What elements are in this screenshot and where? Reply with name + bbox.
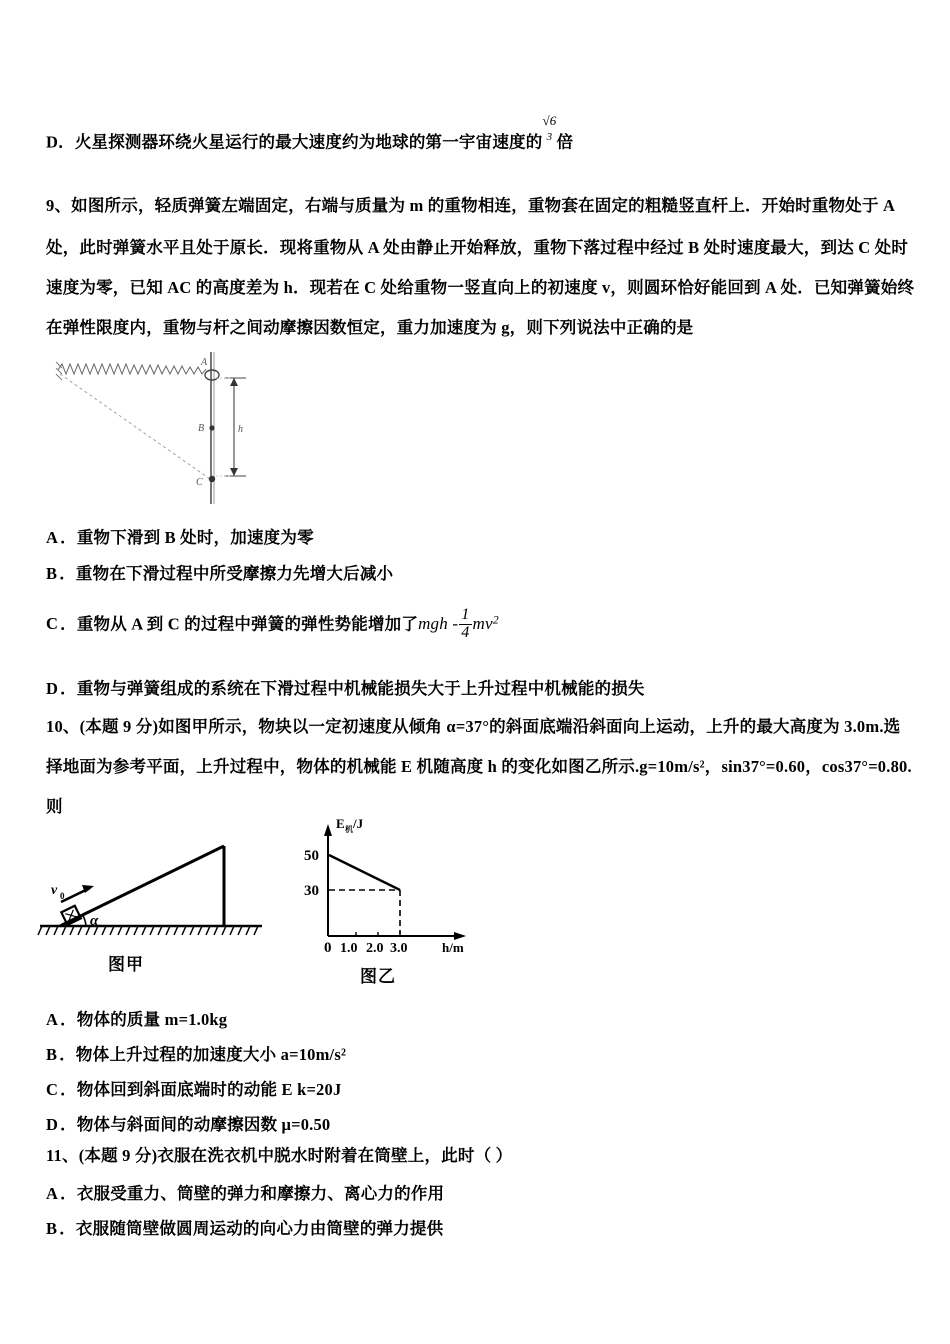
question9-option-c: C ．重物从 A 到 C 的过程中弹簧的弹性势能增加了mgh - $\frac{1}{4}$ $mv^2$ xyxy=(46,606,499,641)
formula-exponent: 2 xyxy=(492,613,499,628)
formula-prefix: mgh - xyxy=(418,614,459,634)
svg-text:E: E xyxy=(336,816,345,831)
svg-text:0: 0 xyxy=(60,891,65,901)
question10-stem-line2: 择地面为参考平面，上升过程中，物体的机械能 E 机随高度 h 的变化如图乙所示.g=10m/s²，sin37°=0.60，cos37°=0.80. xyxy=(46,757,912,776)
question9-option-d-label: D xyxy=(46,679,59,698)
prev-option-d-text: 火星探测器环绕火星运行的最大速度约为地球的第一宇宙速度的 xyxy=(74,132,543,152)
svg-text:C: C xyxy=(196,477,203,488)
question10-option-a: A ．物体的质量 m=1.0kg xyxy=(46,1010,228,1029)
svg-text:h: h xyxy=(238,424,243,435)
fraction-denominator: 3 xyxy=(546,131,553,143)
question9-option-a: A ．重物下滑到 B 处时，加速度为零 xyxy=(46,528,314,547)
question9-option-b: B ．重物在下滑过程中所受摩擦力先增大后减小 xyxy=(46,564,394,583)
sqrt6-over-3-fraction xyxy=(542,113,557,143)
question9-stem-line3: 速度为零，已知 AC 的高度差为 h．现若在 C 处给重物一竖直向上的初速度 v，则圆环恰好能回到 A 处．已知弹簧始终 xyxy=(46,278,915,297)
formula-numerator: 1 xyxy=(461,606,470,623)
question10-option-c-text: 物体回到斜面底端时的动能 E k=20J xyxy=(76,1080,342,1099)
elastic-potential-energy-formula xyxy=(418,606,499,641)
prev-option-d-dot: ． xyxy=(58,132,75,152)
question11-option-a-text: 衣服受重力、筒壁的弹力和摩擦力、离心力的作用 xyxy=(76,1184,445,1203)
svg-text:0: 0 xyxy=(324,940,332,956)
svg-text:3.0: 3.0 xyxy=(390,941,408,956)
svg-text:v: v xyxy=(51,883,58,898)
question11-option-a: A ．衣服受重力、筒壁的弹力和摩擦力、离心力的作用 xyxy=(46,1184,445,1203)
question9-option-a-label: A xyxy=(46,528,59,547)
svg-text:1.0: 1.0 xyxy=(340,941,358,956)
question9-option-d-text: 重物与弹簧组成的系统在下滑过程中机械能损失大于上升过程中机械能的损失 xyxy=(76,679,645,698)
formula-denominator: 4 xyxy=(461,623,470,641)
question10-option-b-label: B xyxy=(46,1045,58,1064)
question9-option-c-label: C xyxy=(46,614,59,634)
question9-option-d: D ．重物与弹簧组成的系统在下滑过程中机械能损失大于上升过程中机械能的损失 xyxy=(46,679,645,698)
question10-stem-line3: 则 xyxy=(46,797,63,816)
fraction-numerator: √6 xyxy=(542,113,557,128)
one-fourth-fraction xyxy=(459,607,471,642)
question10-option-b: B ．物体上升过程的加速度大小 a=10m/s² xyxy=(46,1045,347,1064)
question9-stem-line4: 在弹性限度内，重物与杆之间动摩擦因数恒定，重力加速度为 g，则下列说法中正确的是 xyxy=(46,318,694,337)
svg-text:2.0: 2.0 xyxy=(366,941,384,956)
prev-option-d-label: D xyxy=(46,132,59,152)
spring-rod-diagram xyxy=(38,348,288,508)
question11-option-a-label: A xyxy=(46,1184,59,1203)
question10-option-d-label: D xyxy=(46,1115,59,1134)
question11-option-b: B ．衣服随筒壁做圆周运动的向心力由筒壁的弹力提供 xyxy=(46,1219,444,1238)
svg-text:/J: /J xyxy=(353,816,364,831)
svg-text:α: α xyxy=(90,913,99,929)
figure-yi-caption: 图乙 xyxy=(360,967,396,987)
prev-option-d-suffix: 倍 xyxy=(556,132,574,152)
svg-text:50: 50 xyxy=(304,848,319,864)
svg-text:A: A xyxy=(201,357,208,368)
question11-stem: 11、(本题 9 分)衣服在洗衣机中脱水时附着在筒壁上，此时（ ） xyxy=(46,1146,513,1165)
question9-stem-line1: 9、如图所示，轻质弹簧左端固定，右端与质量为 m 的重物相连，重物套在固定的粗糙竖直杆上．开始时重物处于 A xyxy=(46,196,896,215)
question9-option-b-label: B xyxy=(46,564,58,583)
svg-text:30: 30 xyxy=(304,883,319,899)
question10-stem-line1: 10、(本题 9 分)如图甲所示，物块以一定初速度从倾角 α=37°的斜面底端沿斜面向上运动，上升的最大高度为 3.0m.选 xyxy=(46,717,901,736)
question10-option-d: D ．物体与斜面间的动摩擦因数 μ=0.50 xyxy=(46,1115,331,1134)
question10-option-c-label: C xyxy=(46,1080,59,1099)
formula-suffix: mv xyxy=(472,614,493,634)
question10-option-a-text: 物体的质量 m=1.0kg xyxy=(76,1010,228,1029)
question9-option-b-text: 重物在下滑过程中所受摩擦力先增大后减小 xyxy=(75,564,394,583)
question9-option-a-text: 重物下滑到 B 处时，加速度为零 xyxy=(76,528,314,547)
figure-jia-caption: 图甲 xyxy=(108,955,144,975)
svg-text:h/m: h/m xyxy=(442,940,464,955)
inclined-plane-diagram xyxy=(34,832,296,952)
question10-option-d-text: 物体与斜面间的动摩擦因数 μ=0.50 xyxy=(76,1115,331,1134)
mechanical-energy-graph xyxy=(300,806,500,956)
svg-text:B: B xyxy=(198,423,205,434)
question9-option-c-text: 重物从 A 到 C 的过程中弹簧的弹性势能增加了 xyxy=(76,614,419,634)
question9-stem-line2: 处，此时弹簧水平且处于原长．现将重物从 A 处由静止开始释放，重物下落过程中经过 B 处时速度最大，到达 C 处时 xyxy=(46,238,909,257)
question10-option-b-text: 物体上升过程的加速度大小 a=10m/s² xyxy=(75,1045,347,1064)
question11-option-b-text: 衣服随筒壁做圆周运动的向心力由筒壁的弹力提供 xyxy=(75,1219,444,1238)
prev-option-d xyxy=(46,113,906,159)
question11-option-b-label: B xyxy=(46,1219,58,1238)
svg-text:机: 机 xyxy=(345,825,353,834)
question10-option-c: C ．物体回到斜面底端时的动能 E k=20J xyxy=(46,1080,342,1099)
question10-option-a-label: A xyxy=(46,1010,59,1029)
